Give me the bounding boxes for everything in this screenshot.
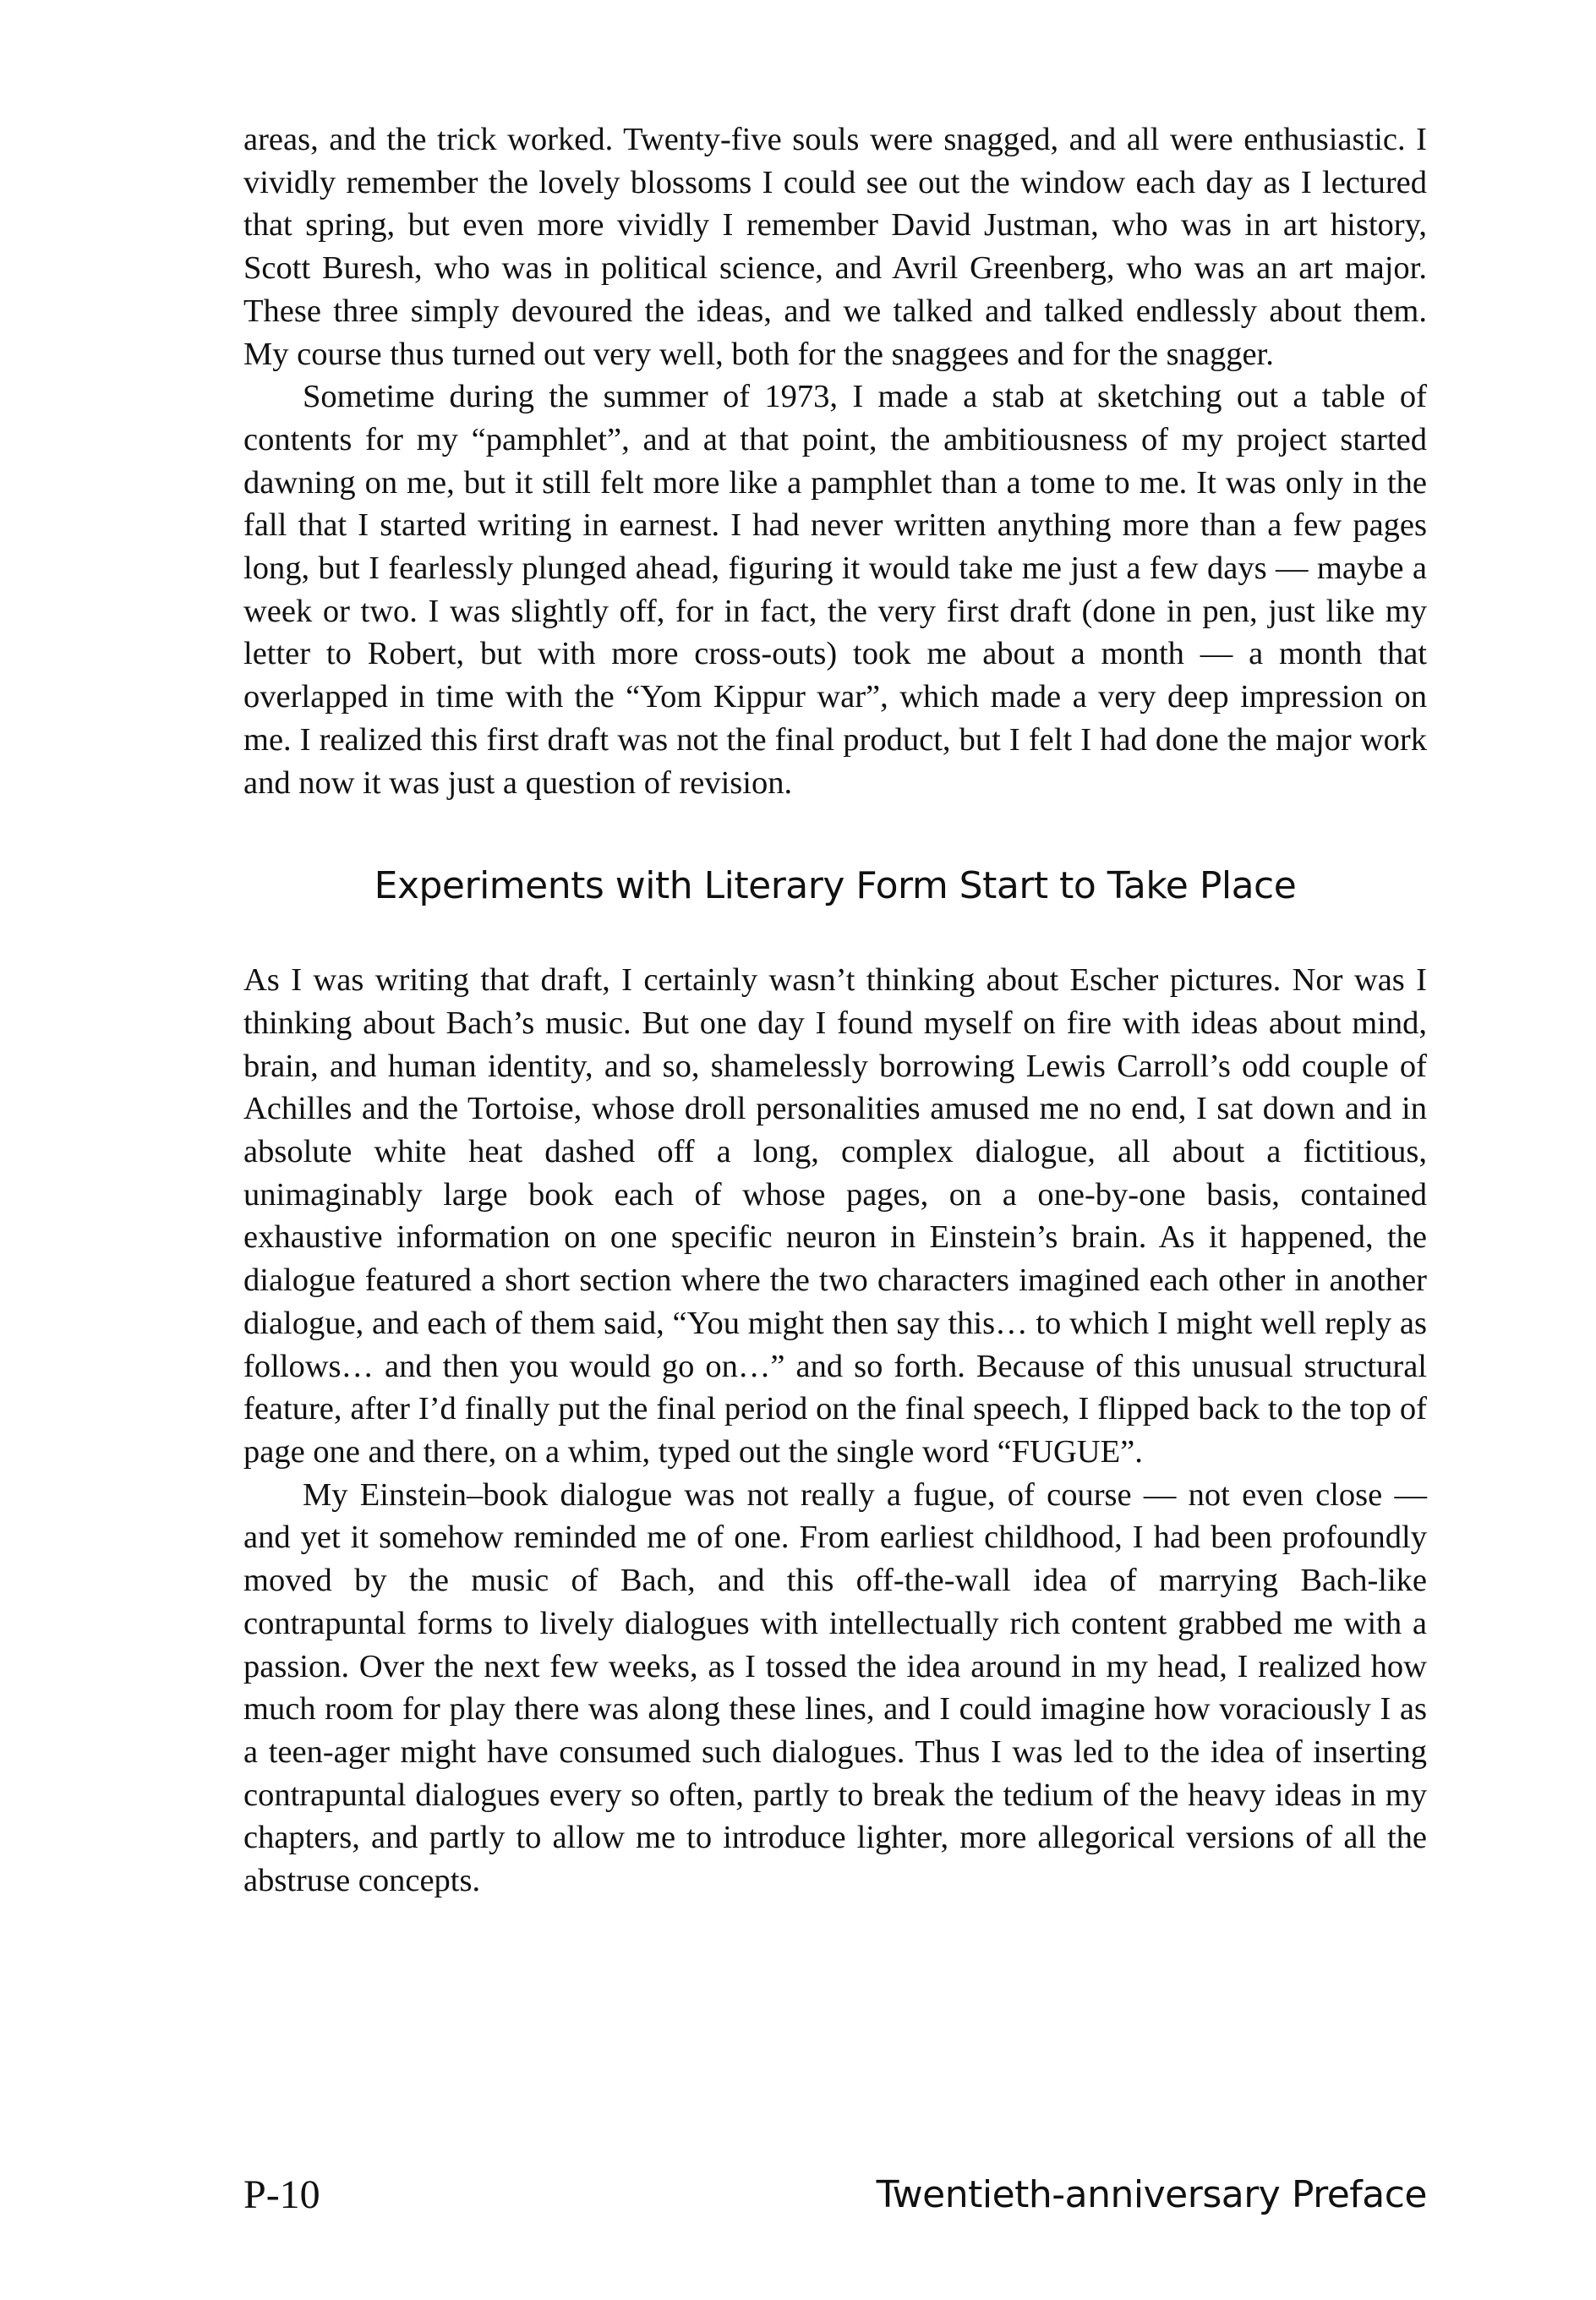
body-paragraph: My Einstein–book dialogue was not really a fugue, of course — not even close — and yet it somehow reminded me of one. From earliest childhood, I had been profoundly moved by the music of Bach, and this off-the-wall idea of marrying Bach-like contrapuntal forms to lively dialogues with intellectually rich content grabbed me with a passion. Over the next few weeks, as I tossed the idea around in my head, I realized how much room for play there was along these lines, and I could imagine how voraciously I as a teen-ager might have consumed such dialogues. Thus I was led to the idea of inserting contrapuntal dialogues every so often, partly to break the tedium of the heavy ideas in my chapters, and partly to allow me to introduce lighter, more allegorical versions of all the abstruse concepts. (243, 1476, 1427, 1899)
body-paragraph: As I was writing that draft, I certainly wasn’t thinking about Escher pictures. Nor was I thinking about Bach’s music. But one day I found myself on fire with ideas about mind, brain, and human identity, and so, shamelessly borrowing Lewis Carroll’s odd couple of Achilles and the Tortoise, whose droll personalities amused me no end, I sat down and in absolute white heat dashed off a long, complex dialogue, all about a fictitious, unimaginably large book each of whose pages, on a one-by-one basis, contained exhaustive information on one specific neuron in Einstein’s brain. As it happened, the dialogue featured a short section where the two characters imagined each other in another dialogue, and each of them said, “You might then say this… to which I might well reply as follows… and then you would go on…” and so forth. Because of this unusual structural feature, after I’d finally put the final period on the final speech, I flipped back to the top of page one and there, on a whim, typed out the single word “FUGUE”. (243, 962, 1427, 1470)
body-paragraph-continued: areas, and the trick worked. Twenty-five souls were snagged, and all were enthusiastic. I vividly remember the lovely blossoms I could see out the window each day as I lectured that spring, but even more vividly I remember David Justman, who was in art history, Scott Buresh, who was in political science, and Avril Greenberg, who was an art major. These three simply devoured the ideas, and we talked and talked endlessly about them. My course thus turned out very well, both for the snaggees and for the snagger. (243, 122, 1427, 372)
body-paragraph: Sometime during the summer of 1973, I made a stab at sketching out a table of contents for my “pamphlet”, and at that point, the ambitiousness of my project started dawning on me, but it still felt more like a pamphlet than a tome to me. It was only in the fall that I started writing in earnest. I had never written anything more than a few pages long, but I fearlessly plunged ahead, figuring it would take me just a few days — maybe a week or two. I was slightly off, for in fact, the very first draft (done in pen, just like my letter to Robert, but with more cross-outs) took me about a month — a month that overlapped in time with the “Yom Kippur war”, which made a very deep impression on me. I realized this first draft was not the final product, but I felt I had done the major work and now it was just a question of revision. (243, 379, 1427, 801)
page-footer (243, 2171, 1427, 2222)
section-heading: Experiments with Literary Form Start to Take Place (374, 864, 1297, 908)
page-number: P-10 (243, 2172, 320, 2217)
page-body (243, 118, 1427, 1903)
running-title: Twentieth-anniversary Preface (876, 2173, 1427, 2216)
